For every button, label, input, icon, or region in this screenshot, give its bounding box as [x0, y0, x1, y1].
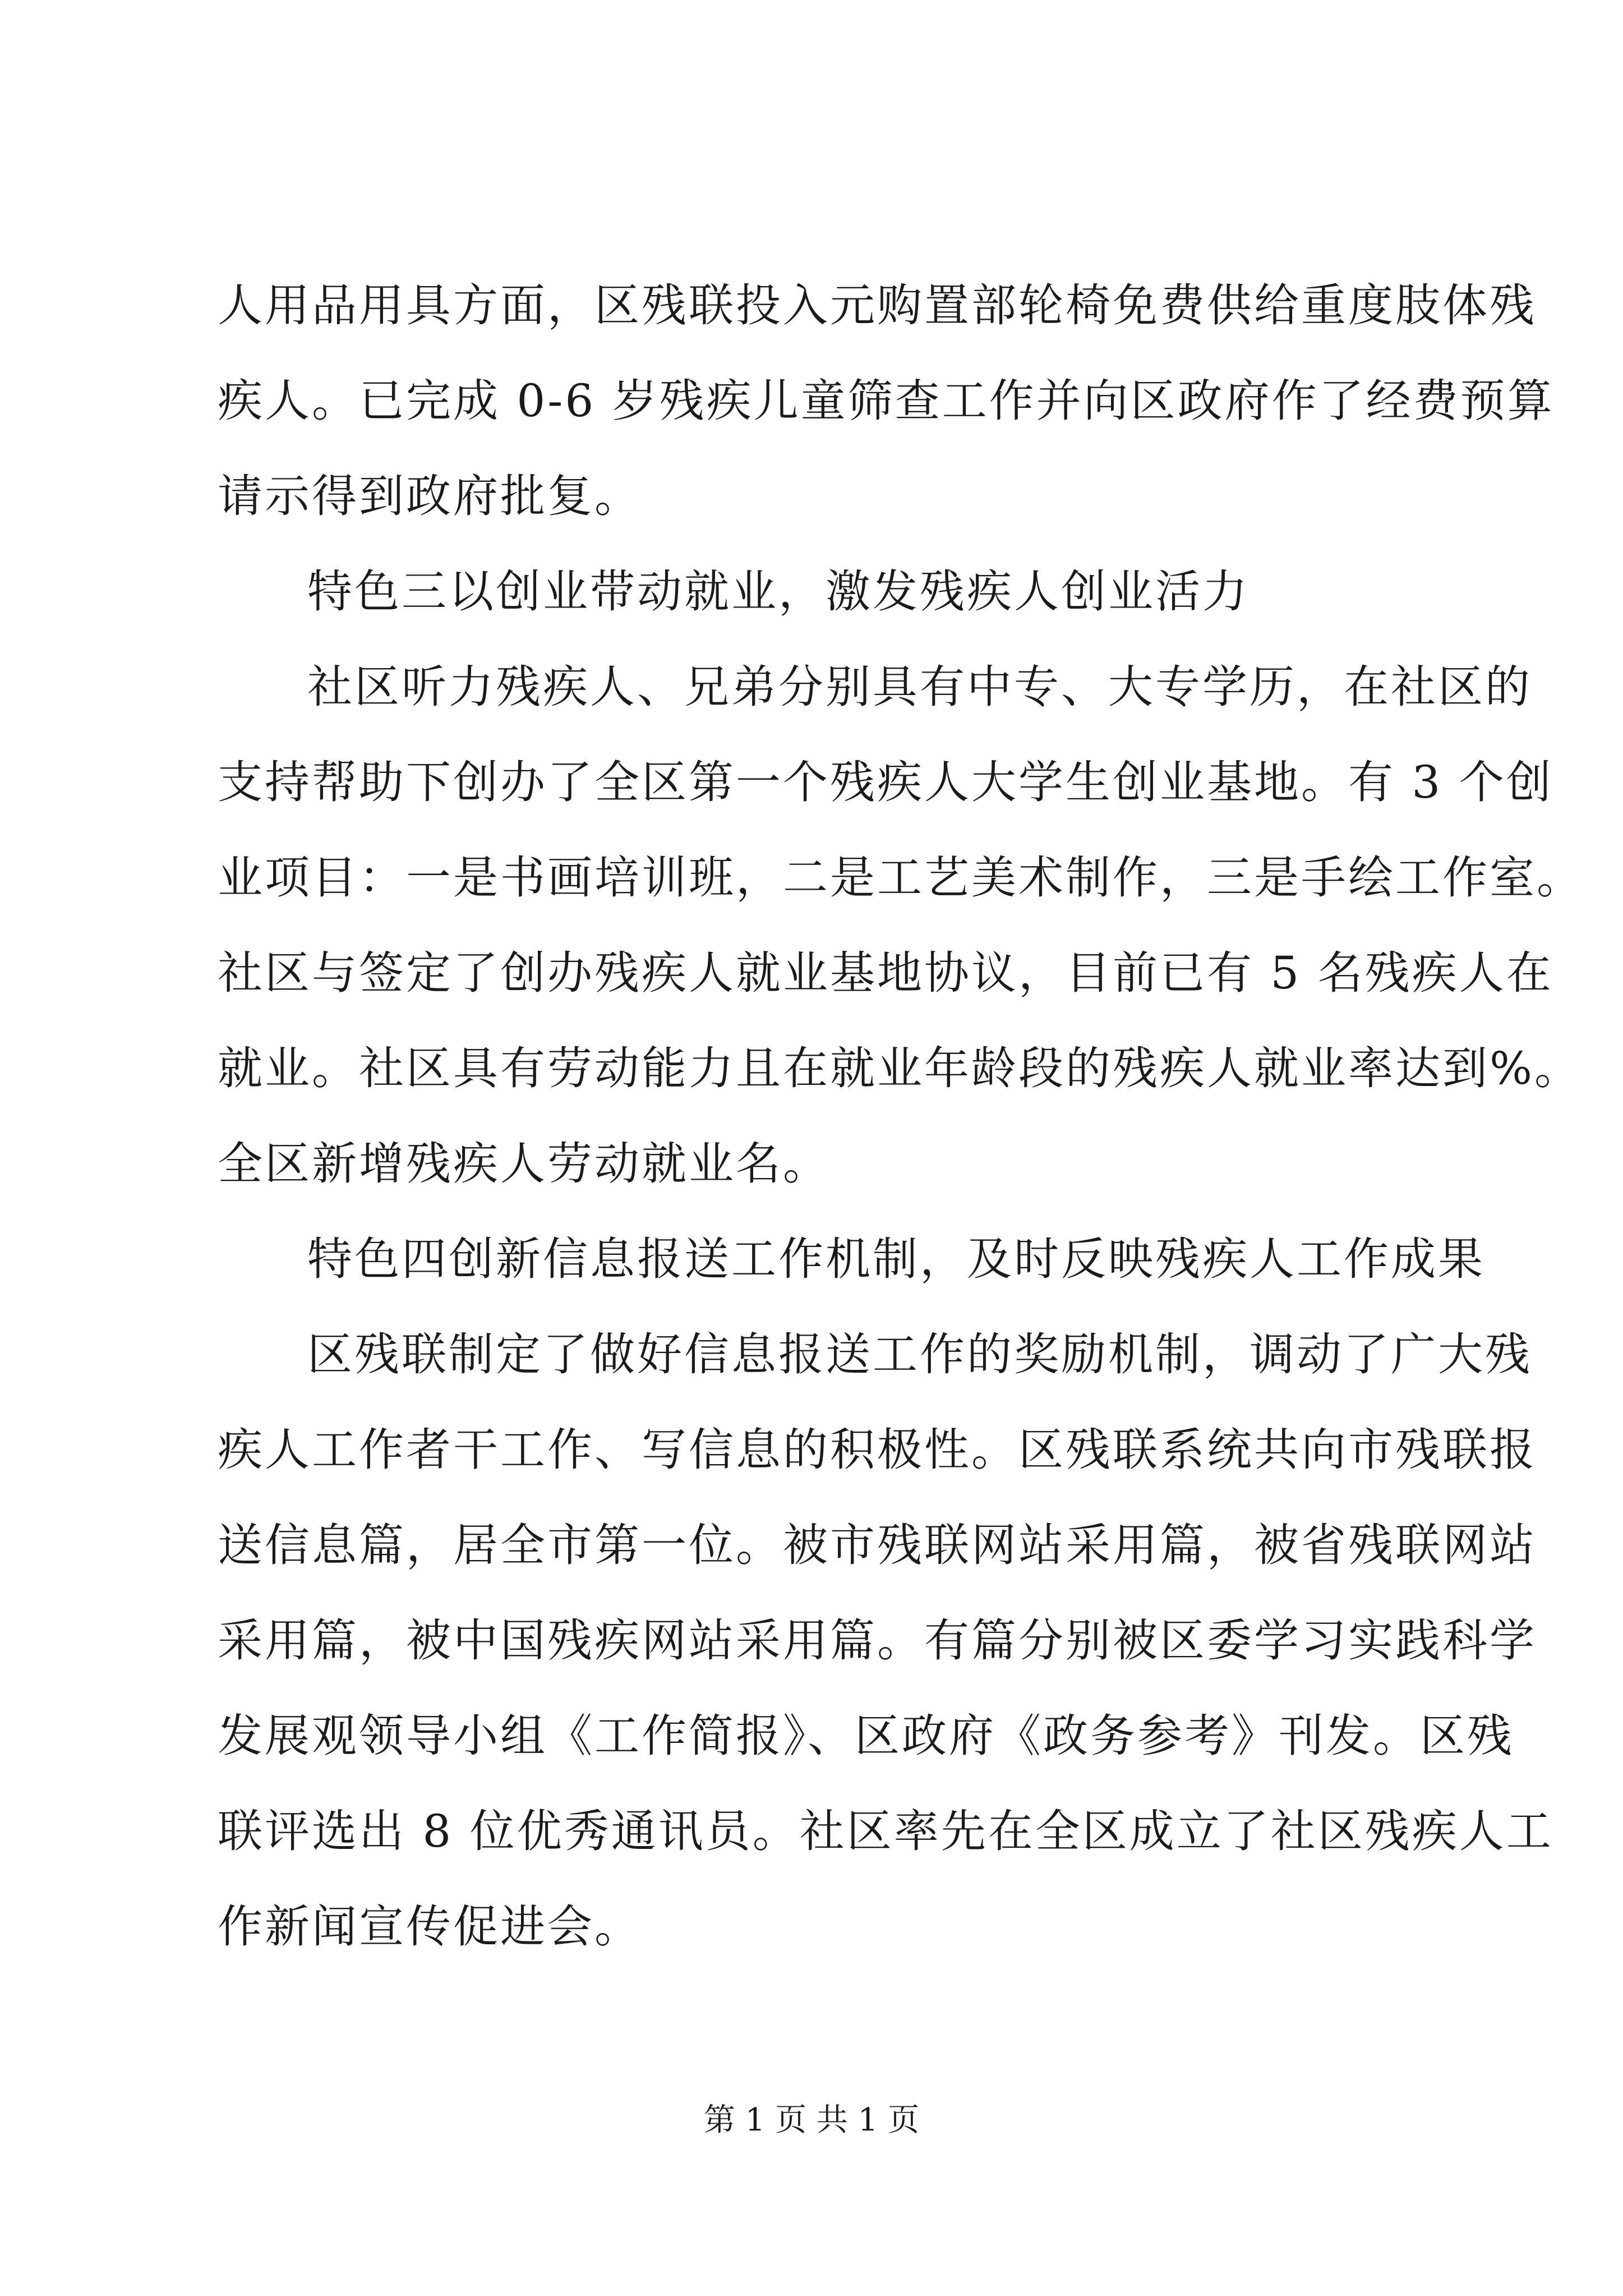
text-line: 社区与签定了创办残疾人就业基地协议，目前已有 5 名残疾人在 [218, 947, 1553, 999]
text-line: 作新闻宣传促进会。 [218, 1901, 642, 1953]
text-line: 疾人工作者干工作、写信息的积极性。区残联系统共向市残联报 [218, 1424, 1537, 1476]
text-line: 支持帮助下创办了全区第一个残疾人大学生创业基地。有 3 个创 [218, 756, 1553, 808]
text-line: 送信息篇，居全市第一位。被市残联网站采用篇，被省残联网站 [218, 1519, 1537, 1571]
text-line: 人用品用具方面，区残联投入元购置部轮椅免费供给重度肢体残 [218, 279, 1537, 332]
page-footer [0, 2098, 1623, 2143]
paragraph-start-line: 社区听力残疾人、兄弟分别具有中专、大专学历，在社区的 [307, 661, 1532, 713]
text-line: 采用篇，被中国残疾网站采用篇。有篇分别被区委学习实践科学 [218, 1614, 1537, 1667]
text-line: 业项目：一是书画培训班，二是工艺美术制作，三是手绘工作室。 [218, 852, 1584, 904]
text-line: 请示得到政府批复。 [218, 470, 642, 522]
text-line: 就业。社区具有劳动能力且在就业年龄段的残疾人就业率达到%。 [218, 1042, 1582, 1094]
text-line: 发展观领导小组《工作简报》、区政府《政务参考》刊发。区残 [218, 1710, 1514, 1762]
page-number-indicator: 第 1 页 共 1 页 [703, 2102, 920, 2138]
document-body [218, 258, 1584, 1975]
text-line: 全区新增残疾人劳动就业名。 [218, 1138, 830, 1190]
text-line: 联评选出 8 位优秀通讯员。社区率先在全区成立了社区残疾人工 [218, 1805, 1553, 1857]
text-line: 疾人。已完成 0-6 岁残疾儿童筛查工作并向区政府作了经费预算 [218, 375, 1555, 427]
paragraph-start-line: 区残联制定了做好信息报送工作的奖励机制，调动了广大残 [307, 1328, 1532, 1381]
section-heading: 特色三以创业带动就业，激发残疾人创业活力 [307, 565, 1249, 618]
section-heading: 特色四创新信息报送工作机制，及时反映残疾人工作成果 [307, 1233, 1485, 1285]
